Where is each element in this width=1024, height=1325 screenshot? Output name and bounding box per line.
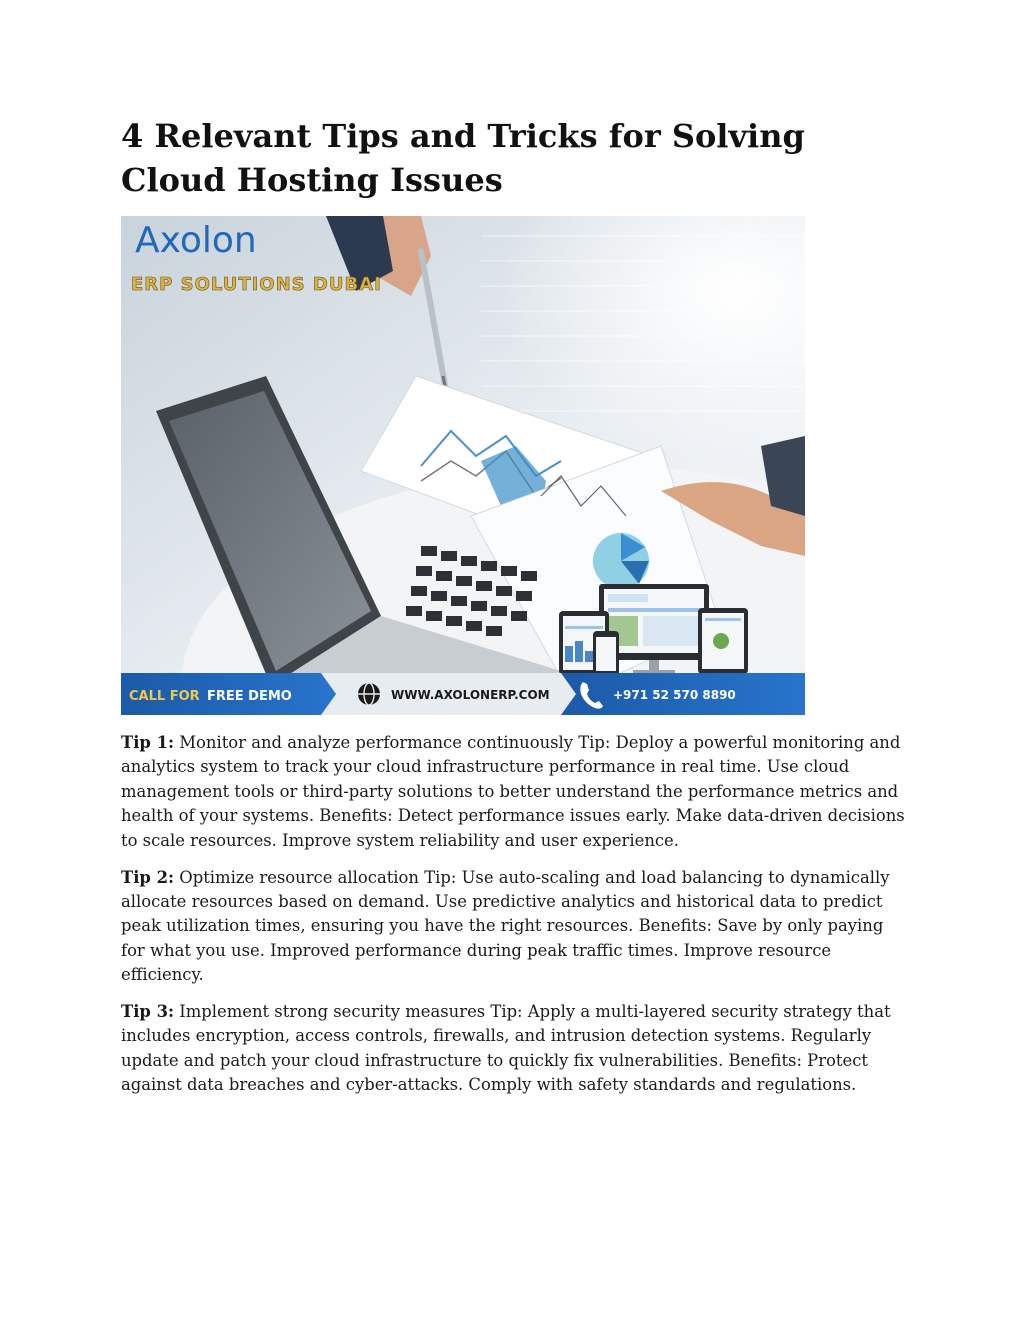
banner-phone: +971 52 570 8890 (613, 688, 736, 702)
tip-label: Tip 1: (121, 733, 175, 752)
hero-image (121, 216, 805, 715)
tip-label: Tip 2: (121, 867, 175, 887)
tip-paragraph-1 (121, 731, 911, 853)
tip-paragraph-3 (121, 1000, 911, 1098)
banner-call-prefix: CALL FOR (129, 689, 200, 704)
banner-call-suffix: FREE DEMO (207, 689, 292, 704)
tip-label: Tip 3: (121, 1002, 175, 1022)
page-title: 4 Relevant Tips and Tricks for Solving Cloud Hosting Issues (121, 117, 805, 199)
banner-website: WWW.AXOLONERP.COM (391, 688, 550, 702)
tip-text: Implement strong security measures Tip: Apply a multi-layered security strategy that includes encryption, access controls, firewalls, and intrusion detection systems. Regularly update and patch your cloud infrastructure to quickly fix vulnerabilities. Benefits: Protect against data breaches and cyber-attacks. Comply with safety standards and regulations. (121, 1002, 891, 1095)
brand-subtitle: ERP SOLUTIONS DUBAI (131, 274, 382, 295)
tip-text: Monitor and analyze performance continuously Tip: Deploy a powerful monitoring and analytics system to track your cloud infrastructure performance in real time. Use cloud management tools or third-party solutions to better understand the performance metrics and health of your systems. Benefits: Detect performance issues early. Make data-driven decisions to scale resources. Improve system reliability and user experience. (121, 733, 905, 850)
brand-logo: Axolon (135, 220, 257, 261)
tip-text: Optimize resource allocation Tip: Use auto-scaling and load balancing to dynamically allocate resources based on demand. Use predictive analytics and historical data to predict peak utilization times, ensuring you have the right resources. Benefits: Save by only paying for what you use. Improved performance during peak traffic times. Improve resource efficiency. (121, 867, 890, 985)
globe-icon (358, 683, 380, 705)
tip-paragraph-2 (121, 866, 911, 988)
contact-banner (121, 673, 805, 715)
article-body (121, 731, 911, 1110)
